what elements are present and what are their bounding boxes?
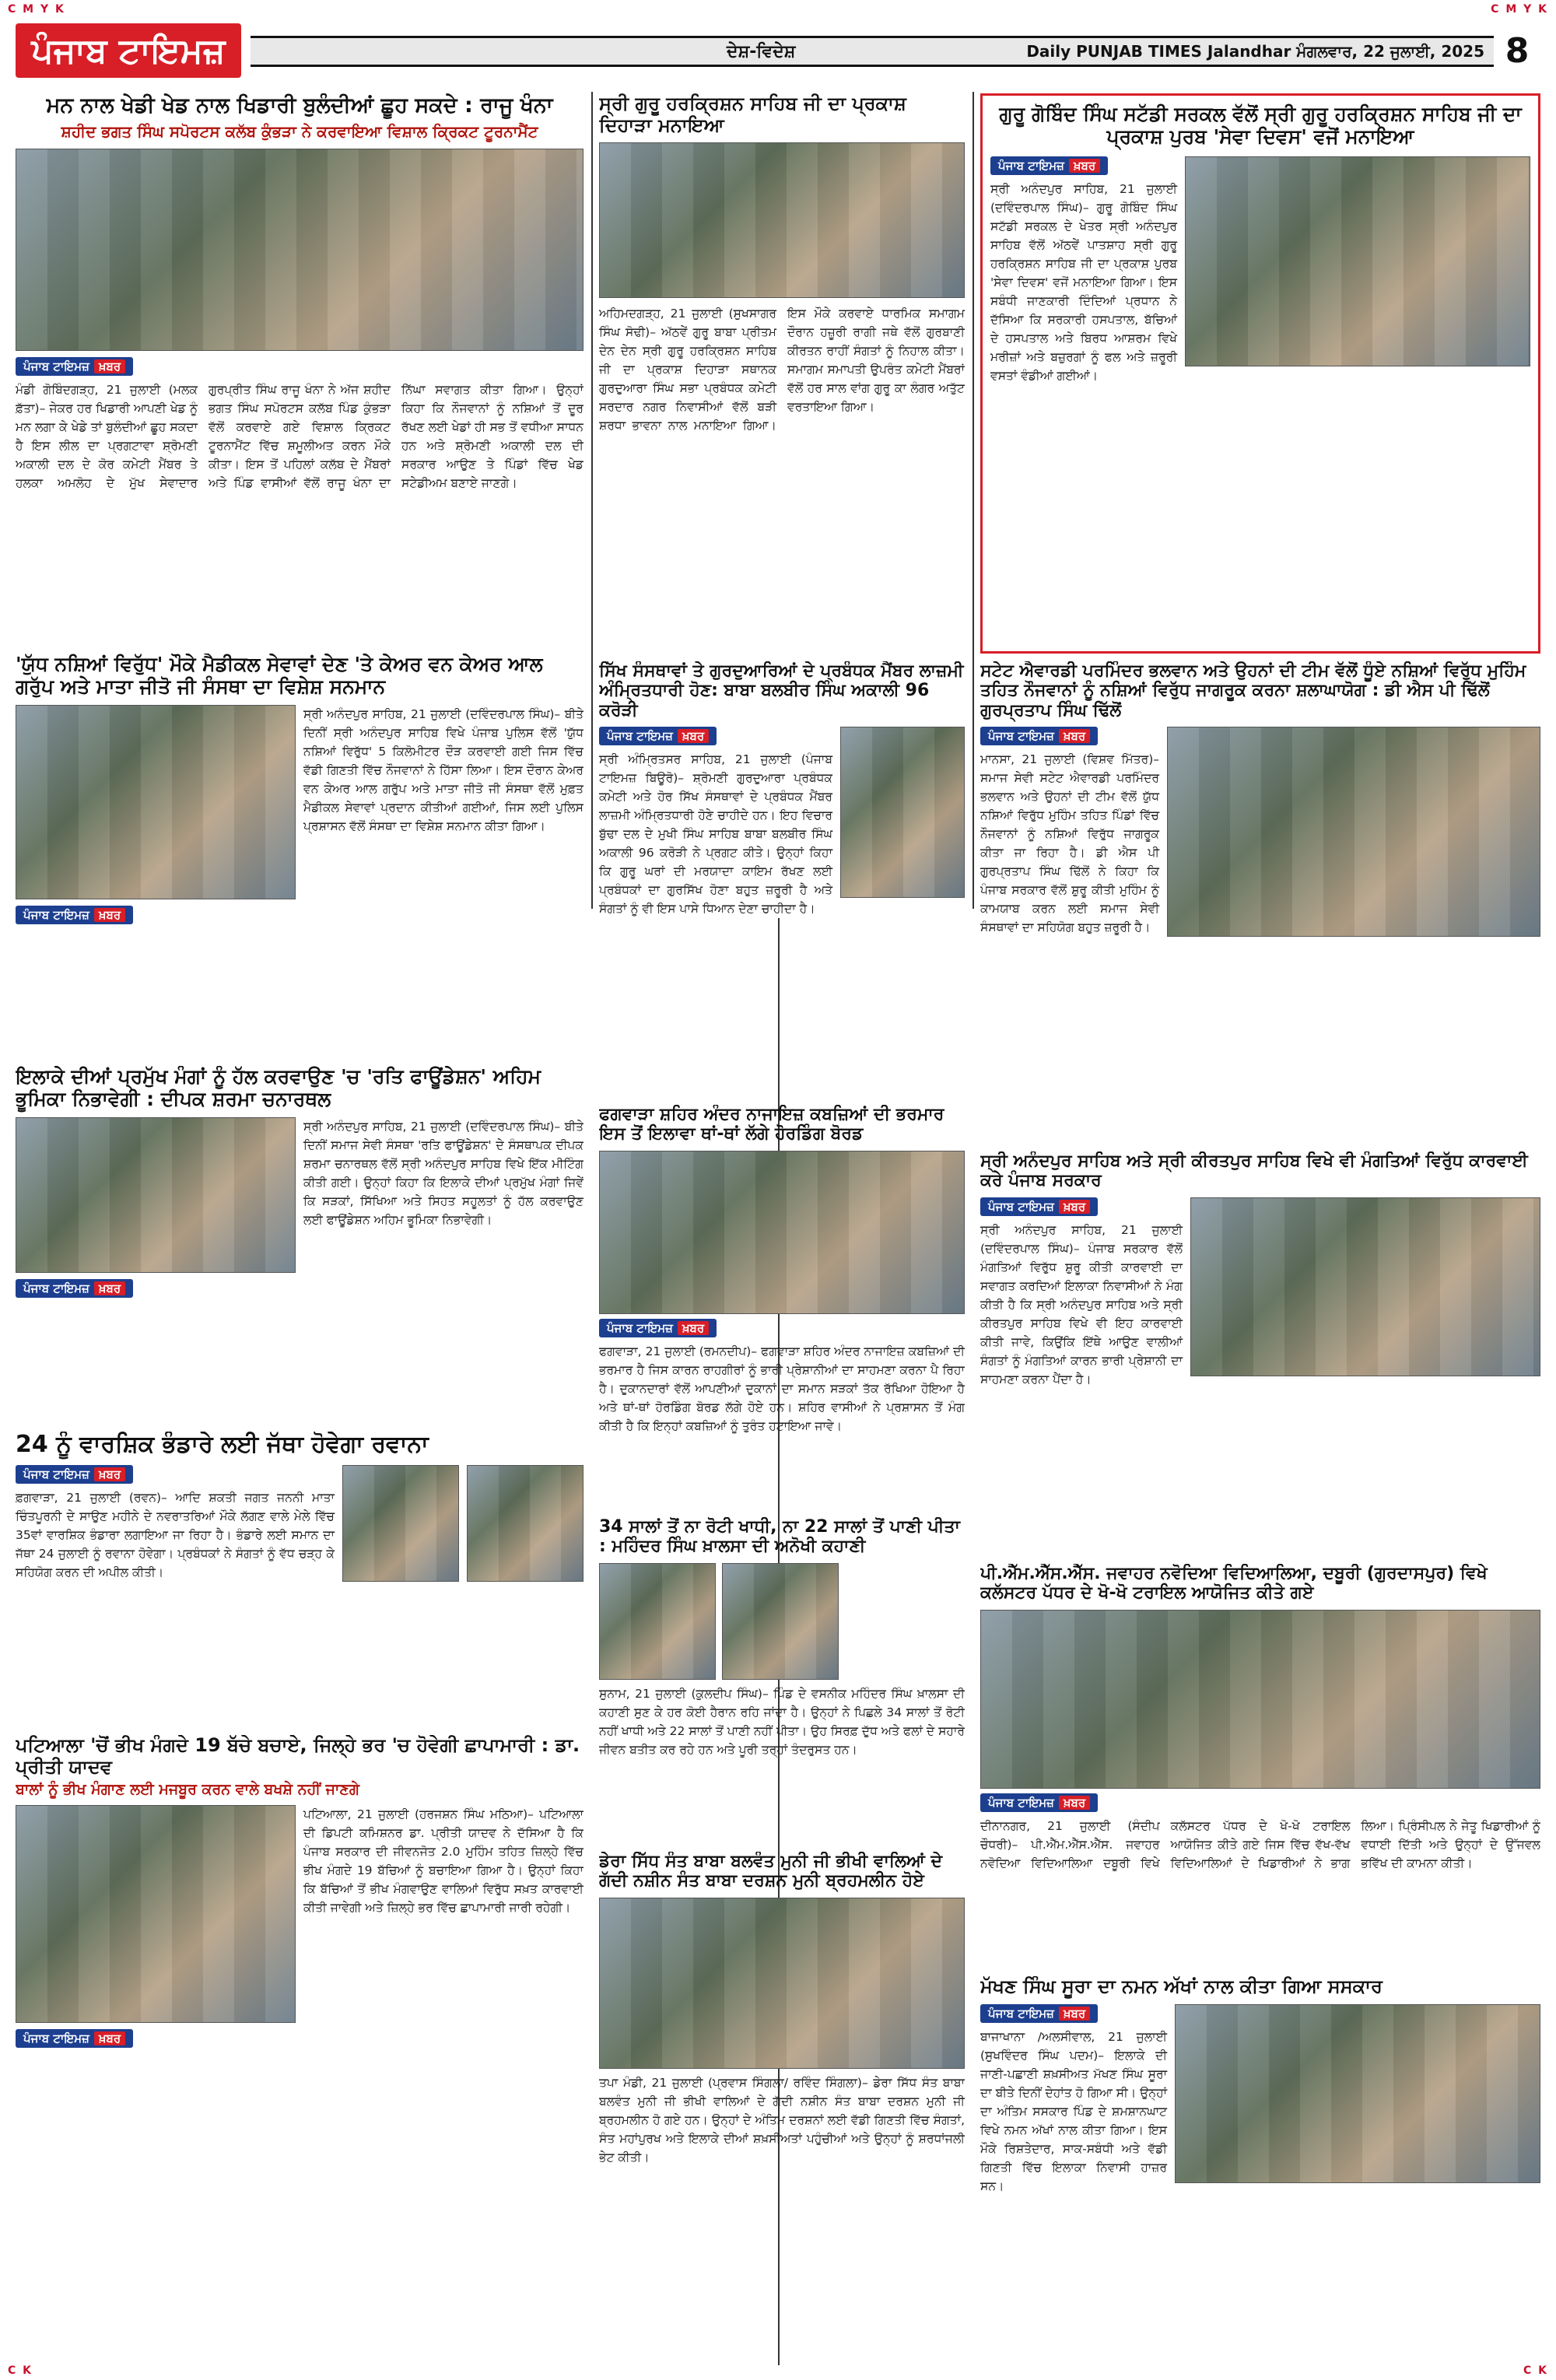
- article-body: ਸ੍ਰੀ ਅਨੰਦਪੁਰ ਸਾਹਿਬ, 21 ਜੁਲਾਈ (ਦਵਿੰਦਰਪਾਲ ਸਿੰਘ)– ਬੀਤੇ ਦਿਨੀਂ ਸਮਾਜ ਸੇਵੀ ਸੰਸਥਾ 'ਰਤਿ ਫਾਊਂਡੇਸ਼ਨ' ਦੇ ਸੰਸਥਾਪਕ ਦੀਪਕ ਸ਼ਰਮਾ ਚਨਾਰਥਲ ਵੱਲੋਂ ਸ੍ਰੀ ਅਨੰਦਪੁਰ ਸਾਹਿਬ ਵਿਖੇ ਇੱਕ ਮੀਟਿੰਗ ਕੀਤੀ ਗਈ। ਉਨ੍ਹਾਂ ਕਿਹਾ ਕਿ ਇਲਾਕੇ ਦੀਆਂ ਪ੍ਰਮੁੱਖ ਮੰਗਾਂ ਜਿਵੇਂ ਕਿ ਸੜਕਾਂ, ਸਿੱਖਿਆ ਅਤੇ ਸਿਹਤ ਸਹੂਲਤਾਂ ਨੂੰ ਹੱਲ ਕਰਵਾਉਣ ਲਈ ਫਾਊਂਡੇਸ਼ਨ ਅਹਿਮ ਭੂਮਿਕਾ ਨਿਭਾਵੇਗੀ।: [303, 1119, 584, 1227]
- article-photo: [980, 1610, 1540, 1789]
- article-makhan-singh-sura: [980, 1976, 1540, 2365]
- headline: ਡੇਰਾ ਸਿੱਧ ਸੰਤ ਬਾਬਾ ਬਲਵੰਤ ਮੁਨੀ ਜੀ ਭੀਖੀ ਵਾਲਿਆਂ ਦੇ ਗੱਦੀ ਨਸ਼ੀਨ ਸੰਤ ਬਾਬਾ ਦਰਸ਼ਨ ਮੁਨੀ ਬ੍ਰਹਮਲੀਨ ਹੋਏ: [599, 1852, 943, 1891]
- article-body: ਸ੍ਰੀ ਅਨੰਦਪੁਰ ਸਾਹਿਬ, 21 ਜੁਲਾਈ (ਦਵਿੰਦਰਪਾਲ ਸਿੰਘ)– ਪੰਜਾਬ ਸਰਕਾਰ ਵੱਲੋਂ ਮੰਗਤਿਆਂ ਵਿਰੁੱਧ ਸ਼ੁਰੂ ਕੀਤੀ ਕਾਰਵਾਈ ਦਾ ਸਵਾਗਤ ਕਰਦਿਆਂ ਇਲਾਕਾ ਨਿਵਾਸੀਆਂ ਨੇ ਮੰਗ ਕੀਤੀ ਹੈ ਕਿ ਸ੍ਰੀ ਅਨੰਦਪੁਰ ਸਾਹਿਬ ਅਤੇ ਸ੍ਰੀ ਕੀਰਤਪੁਰ ਸਾਹਿਬ ਵਿਖੇ ਵੀ ਇਹ ਕਾਰਵਾਈ ਕੀਤੀ ਜਾਵੇ, ਕਿਉਂਕਿ ਇੱਥੇ ਆਉਣ ਵਾਲੀਆਂ ਸੰਗਤਾਂ ਨੂੰ ਮੰਗਤਿਆਂ ਕਾਰਨ ਭਾਰੀ ਪ੍ਰੇਸ਼ਾਨੀ ਦਾ ਸਾਹਮਣਾ ਕਰਨਾ ਪੈਂਦਾ ਹੈ।: [980, 1222, 1183, 1386]
- news-tag: ਪੰਜਾਬ ਟਾਇਮਜ਼ ਖ਼ਬਰ: [980, 2004, 1098, 2023]
- column-divider: [591, 92, 593, 909]
- section-name: ਦੇਸ਼-ਵਿਦੇਸ਼: [727, 41, 796, 61]
- portrait-photo: [599, 1563, 716, 1680]
- article-body: ਮਾਨਸਾ, 21 ਜੁਲਾਈ (ਵਿਸ਼ਵ ਮਿੱਤਰ)– ਸਮਾਜ ਸੇਵੀ ਸਟੇਟ ਐਵਾਰਡੀ ਪਰਮਿੰਦਰ ਭਲਵਾਨ ਅਤੇ ਉਹਨਾਂ ਦੀ ਟੀਮ ਵੱਲੋਂ ਯੁੱਧ ਨਸ਼ਿਆਂ ਵਿਰੁੱਧ ਮੁਹਿੰਮ ਤਹਿਤ ਪਿੰਡਾਂ ਵਿੱਚ ਨੌਜਵਾਨਾਂ ਨੂੰ ਨਸ਼ਿਆਂ ਵਿਰੁੱਧ ਜਾਗਰੂਕ ਕੀਤਾ ਜਾ ਰਿਹਾ ਹੈ। ਡੀ ਐਸ ਪੀ ਗੁਰਪ੍ਰਤਾਪ ਸਿੰਘ ਢਿੱਲੋਂ ਨੇ ਕਿਹਾ ਕਿ ਪੰਜਾਬ ਸਰਕਾਰ ਵੱਲੋਂ ਸ਼ੁਰੂ ਕੀਤੀ ਮੁਹਿੰਮ ਨੂੰ ਕਾਮਯਾਬ ਕਰਨ ਲਈ ਸਮਾਜ ਸੇਵੀ ਸੰਸਥਾਵਾਂ ਦਾ ਸਹਿਯੋਗ ਬਹੁਤ ਜ਼ਰੂਰੀ ਹੈ।: [980, 752, 1159, 935]
- article-body: ਸੁਨਾਮ, 21 ਜੁਲਾਈ (ਕੁਲਦੀਪ ਸਿੰਘ)– ਪਿੰਡ ਦੇ ਵਸਨੀਕ ਮਹਿੰਦਰ ਸਿੰਘ ਖ਼ਾਲਸਾ ਦੀ ਕਹਾਣੀ ਸੁਣ ਕੇ ਹਰ ਕੋਈ ਹੈਰਾਨ ਰਹਿ ਜਾਂਦਾ ਹੈ। ਉਨ੍ਹਾਂ ਨੇ ਪਿਛਲੇ 34 ਸਾਲਾਂ ਤੋਂ ਰੋਟੀ ਨਹੀਂ ਖਾਧੀ ਅਤੇ 22 ਸਾਲਾਂ ਤੋਂ ਪਾਣੀ ਨਹੀਂ ਪੀਤਾ। ਉਹ ਸਿਰਫ਼ ਦੁੱਧ ਅਤੇ ਫਲਾਂ ਦੇ ਸਹਾਰੇ ਜੀਵਨ ਬਤੀਤ ਕਰ ਰਹੇ ਹਨ ਅਤੇ ਪੂਰੀ ਤਰ੍ਹਾਂ ਤੰਦਰੁਸਤ ਹਨ।: [599, 1686, 965, 1757]
- article-body: ਦੀਨਾਨਗਰ, 21 ਜੁਲਾਈ (ਸੰਦੀਪ ਚੌਧਰੀ)– ਪੀ.ਐੱਮ.ਐੱਸ.ਐੱਸ. ਜਵਾਹਰ ਨਵੋਦਿਆ ਵਿਦਿਆਲਿਆ ਦਬੂਰੀ ਵਿਖੇ ਕਲੱਸਟਰ ਪੱਧਰ ਦੇ ਖੋ-ਖੋ ਟਰਾਇਲ ਆਯੋਜਿਤ ਕੀਤੇ ਗਏ ਜਿਸ ਵਿੱਚ ਵੱਖ-ਵੱਖ ਵਿਦਿਆਲਿਆਂ ਦੇ ਖਿਡਾਰੀਆਂ ਨੇ ਭਾਗ ਲਿਆ। ਪ੍ਰਿੰਸੀਪਲ ਨੇ ਜੇਤੂ ਖਿਡਾਰੀਆਂ ਨੂੰ ਵਧਾਈ ਦਿੱਤੀ ਅਤੇ ਉਨ੍ਹਾਂ ਦੇ ਉੱਜਵਲ ਭਵਿੱਖ ਦੀ ਕਾਮਨਾ ਕੀਤੀ।: [980, 1818, 1540, 1870]
- article-body: ਫ਼ਗਵਾੜਾ, 21 ਜੁਲਾਈ (ਰਵਨ)– ਆਦਿ ਸ਼ਕਤੀ ਜਗਤ ਜਨਨੀ ਮਾਤਾ ਚਿੰਤਪੂਰਨੀ ਦੇ ਸਾਉਣ ਮਹੀਨੇ ਦੇ ਨਵਰਾਤਰਿਆਂ ਮੌਕੇ ਲੱਗਣ ਵਾਲੇ ਮੇਲੇ ਵਿੱਚ 35ਵਾਂ ਵਾਰਸ਼ਿਕ ਭੰਡਾਰਾ ਲਗਾਇਆ ਜਾ ਰਿਹਾ ਹੈ। ਭੰਡਾਰੇ ਲਈ ਸਮਾਨ ਦਾ ਜੱਥਾ 24 ਜੁਲਾਈ ਨੂੰ ਰਵਾਨਾ ਹੋਵੇਗਾ। ਪ੍ਰਬੰਧਕਾਂ ਨੇ ਸੰਗਤਾਂ ਨੂੰ ਵੱਧ ਚੜ੍ਹ ਕੇ ਸਹਿਯੋਗ ਕਰਨ ਦੀ ਅਪੀਲ ਕੀਤੀ।: [16, 1490, 335, 1579]
- subhead: ਸ਼ਹੀਦ ਭਗਤ ਸਿੰਘ ਸਪੋਰਟਸ ਕਲੱਬ ਕੁੰਭੜਾ ਨੇ ਕਰਵਾਇਆ ਵਿਸ਼ਾਲ ਕ੍ਰਿਕਟ ਟੂਰਨਾਮੈਂਟ: [61, 122, 538, 142]
- article-mahinder-singh: [599, 1517, 965, 1844]
- headline: ਪਟਿਆਲਾ 'ਚੋਂ ਭੀਖ ਮੰਗਦੇ 19 ਬੱਚੇ ਬਚਾਏ, ਜਿਲ੍ਹੇ ਭਰ 'ਚ ਹੋਵੇਗੀ ਛਾਪਾਮਾਰੀ : ਡਾ. ਪ੍ਰੀਤੀ ਯਾਦਵ: [16, 1735, 580, 1778]
- newspaper-logo: ਪੰਜਾਬ ਟਾਇਮਜ਼: [16, 23, 241, 78]
- page-number: 8: [1505, 30, 1530, 71]
- headline: 24 ਨੂੰ ਵਾਰਸ਼ਿਕ ਭੰਡਾਰੇ ਲਈ ਜੱਥਾ ਹੋਵੇਗਾ ਰਵਾਨਾ: [16, 1432, 429, 1458]
- article-photo: [599, 1151, 965, 1314]
- section-bar: [251, 36, 1494, 67]
- headline: ਫਗਵਾੜਾ ਸ਼ਹਿਰ ਅੰਦਰ ਨਾਜਾਇਜ਼ ਕਬਜ਼ਿਆਂ ਦੀ ਭਰਮਾਰ ਇਸ ਤੋਂ ਇਲਾਵਾ ਥਾਂ-ਥਾਂ ਲੱਗੇ ਹੋਰਡਿੰਗ ਬੋਰਡ: [599, 1105, 944, 1144]
- news-tag: ਪੰਜਾਬ ਟਾਇਮਜ਼ ਖ਼ਬਰ: [16, 1465, 133, 1484]
- article-bhandara-jatha: [16, 1432, 584, 1727]
- article-photo: [1185, 156, 1530, 366]
- article-anti-drug-campaign: [980, 661, 1540, 1144]
- portrait-photo: [722, 1563, 839, 1680]
- article-kho-kho-trials: [980, 1564, 1540, 1968]
- subhead: ਬਾਲਾਂ ਨੂੰ ਭੀਖ ਮੰਗਾਣ ਲਈ ਮਜਬੂਰ ਕਰਨ ਵਾਲੇ ਬਖਸ਼ੇ ਨਹੀਂ ਜਾਣਗੇ: [16, 1781, 360, 1799]
- headline: ਸ੍ਰੀ ਅਨੰਦਪੁਰ ਸਾਹਿਬ ਅਤੇ ਸ੍ਰੀ ਕੀਰਤਪੁਰ ਸਾਹਿਬ ਵਿਖੇ ਵੀ ਮੰਗਤਿਆਂ ਵਿਰੁੱਧ ਕਾਰਵਾਈ ਕਰੇ ਪੰਜਾਬ ਸਰਕਾਰ: [980, 1151, 1528, 1191]
- article-body: ਅਹਿਮਦਗੜ੍ਹ, 21 ਜੁਲਾਈ (ਸੁਖਸਾਗਰ ਸਿੰਘ ਸੋਢੀ)– ਅੱਠਵੇਂ ਗੁਰੂ ਬਾਬਾ ਪ੍ਰੀਤਮ ਦੇਨ ਦੇਨ ਸ੍ਰੀ ਗੁਰੂ ਹਰਕ੍ਰਿਸ਼ਨ ਸਾਹਿਬ ਜੀ ਦਾ ਪ੍ਰਕਾਸ਼ ਦਿਹਾੜਾ ਸਥਾਨਕ ਗੁਰਦੁਆਰਾ ਸਿੰਘ ਸਭਾ ਪ੍ਰਬੰਧਕ ਕਮੇਟੀ ਸਰਦਾਰ ਨਗਰ ਨਿਵਾਸੀਆਂ ਵੱਲੋਂ ਬੜੀ ਸ਼ਰਧਾ ਭਾਵਨਾ ਨਾਲ ਮਨਾਇਆ ਗਿਆ। ਇਸ ਮੌਕੇ ਕਰਵਾਏ ਧਾਰਮਿਕ ਸਮਾਗਮ ਦੌਰਾਨ ਹਜ਼ੂਰੀ ਰਾਗੀ ਜਥੇ ਵੱਲੋਂ ਗੁਰਬਾਣੀ ਕੀਰਤਨ ਰਾਹੀਂ ਸੰਗਤਾਂ ਨੂੰ ਨਿਹਾਲ ਕੀਤਾ। ਸਮਾਗਮ ਸਮਾਪਤੀ ਉਪਰੰਤ ਕਮੇਟੀ ਮੈਂਬਰਾਂ ਵੱਲੋਂ ਹਰ ਸਾਲ ਵਾਂਗ ਗੁਰੂ ਕਾ ਲੰਗਰ ਅਤੁੱਟ ਵਰਤਾਇਆ ਗਿਆ।: [599, 307, 965, 433]
- portrait-photo: [840, 727, 965, 898]
- news-tag: ਪੰਜਾਬ ਟਾਇਮਜ਼ ਖ਼ਬਰ: [990, 156, 1108, 175]
- headline: ਮੱਖਣ ਸਿੰਘ ਸੂਰਾ ਦਾ ਨਮਨ ਅੱਖਾਂ ਨਾਲ ਕੀਤਾ ਗਿਆ ਸਸਕਾਰ: [980, 1976, 1383, 1997]
- article-photo: [1167, 727, 1540, 937]
- news-tag: ਪੰਜਾਬ ਟਾਇਮਜ਼ ਖ਼ਬਰ: [16, 357, 133, 376]
- news-tag: ਪੰਜਾਬ ਟਾਇਮਜ਼ ਖ਼ਬਰ: [599, 1319, 717, 1337]
- article-cricket-tournament: [16, 93, 584, 646]
- news-tag: ਪੰਜਾਬ ਟਾਇਮਜ਼ ਖ਼ਬਰ: [16, 1279, 133, 1298]
- headline: ਸਟੇਟ ਐਵਾਰਡੀ ਪਰਮਿੰਦਰ ਭਲਵਾਨ ਅਤੇ ਉਹਨਾਂ ਦੀ ਟੀਮ ਵੱਲੋਂ ਧੂੰਏ ਨਸ਼ਿਆਂ ਵਿਰੁੱਧ ਮੁਹਿੰਮ ਤਹਿਤ ਨੌਜਵਾਨਾਂ ਨੂੰ ਨਸ਼ਿਆਂ ਵਿਰੁੱਧ ਜਾਗਰੂਕ ਕਰਨਾ ਸ਼ਲਾਘਾਯੋਗ : ਡੀ ਐਸ ਪੀ ਢਿੱਲੋਂ ਗੁਰਪ੍ਰਤਾਪ ਸਿੰਘ ਢਿੱਲੋਂ: [980, 661, 1526, 720]
- news-tag: ਪੰਜਾਬ ਟਾਇਮਜ਼ ਖ਼ਬਰ: [599, 727, 717, 745]
- news-tag: ਪੰਜਾਬ ਟਾਇਮਜ਼ ਖ਼ਬਰ: [16, 906, 133, 924]
- headline: 'ਯੁੱਧ ਨਸ਼ਿਆਂ ਵਿਰੁੱਧ' ਮੌਕੇ ਮੈਡੀਕਲ ਸੇਵਾਵਾਂ ਦੇਣ 'ਤੇ ਕੇਅਰ ਵਨ ਕੇਅਰ ਆਲ ਗਰੁੱਪ ਅਤੇ ਮਾਤਾ ਜੀਤੋ ਜੀ ਸੰਸਥਾ ਦਾ ਵਿਸ਼ੇਸ਼ ਸਨਮਾਨ: [16, 654, 543, 698]
- article-body: ਤਪਾ ਮੰਡੀ, 21 ਜੁਲਾਈ (ਪ੍ਰਵਾਸ ਸਿੰਗਲਾ/ ਰਵਿੰਦ ਸਿੰਗਲਾ)– ਡੇਰਾ ਸਿੱਧ ਸੰਤ ਬਾਬਾ ਬਲਵੰਤ ਮੁਨੀ ਜੀ ਭੀਖੀ ਵਾਲਿਆਂ ਦੇ ਗੱਦੀ ਨਸ਼ੀਨ ਸੰਤ ਬਾਬਾ ਦਰਸ਼ਨ ਮੁਨੀ ਜੀ ਬ੍ਰਹਮਲੀਨ ਹੋ ਗਏ ਹਨ। ਉਨ੍ਹਾਂ ਦੇ ਅੰਤਿਮ ਦਰਸ਼ਨਾਂ ਲਈ ਵੱਡੀ ਗਿਣਤੀ ਵਿੱਚ ਸੰਗਤਾਂ, ਸੰਤ ਮਹਾਂਪੁਰਖ ਅਤੇ ਇਲਾਕੇ ਦੀਆਂ ਸ਼ਖ਼ਸੀਅਤਾਂ ਪਹੁੰਚੀਆਂ ਅਤੇ ਉਨ੍ਹਾਂ ਨੂੰ ਸ਼ਰਧਾਂਜਲੀ ਭੇਟ ਕੀਤੀ।: [599, 2075, 965, 2164]
- article-photo: [16, 149, 584, 351]
- column-divider: [972, 92, 974, 909]
- headline: 34 ਸਾਲਾਂ ਤੋਂ ਨਾ ਰੋਟੀ ਖਾਧੀ, ਨਾ 22 ਸਾਲਾਂ ਤੋਂ ਪਾਣੀ ਪੀਤਾ : ਮਹਿੰਦਰ ਸਿੰਘ ਖ਼ਾਲਸਾ ਦੀ ਅਨੋਖੀ ਕਹਾਣੀ: [599, 1517, 960, 1557]
- article-body: ਸ੍ਰੀ ਅੰਮ੍ਰਿਤਸਰ ਸਾਹਿਬ, 21 ਜੁਲਾਈ (ਪੰਜਾਬ ਟਾਇਮਜ਼ ਬਿਊਰੋ)– ਸ਼੍ਰੋਮਣੀ ਗੁਰਦੁਆਰਾ ਪ੍ਰਬੰਧਕ ਕਮੇਟੀ ਅਤੇ ਹੋਰ ਸਿੱਖ ਸੰਸਥਾਵਾਂ ਦੇ ਪ੍ਰਬੰਧਕ ਮੈਂਬਰ ਲਾਜ਼ਮੀ ਅੰਮ੍ਰਿਤਧਾਰੀ ਹੋਣੇ ਚਾਹੀਦੇ ਹਨ। ਇਹ ਵਿਚਾਰ ਬੁੱਢਾ ਦਲ ਦੇ ਮੁਖੀ ਸਿੰਘ ਸਾਹਿਬ ਬਾਬਾ ਬਲਬੀਰ ਸਿੰਘ ਅਕਾਲੀ 96 ਕਰੋੜੀ ਨੇ ਪ੍ਰਗਟ ਕੀਤੇ। ਉਨ੍ਹਾਂ ਕਿਹਾ ਕਿ ਗੁਰੂ ਘਰਾਂ ਦੀ ਮਰਯਾਦਾ ਕਾਇਮ ਰੱਖਣ ਲਈ ਪ੍ਰਬੰਧਕਾਂ ਦਾ ਗੁਰਸਿੱਖ ਹੋਣਾ ਬਹੁਤ ਜ਼ਰੂਰੀ ਹੈ ਅਤੇ ਸੰਗਤਾਂ ਨੂੰ ਵੀ ਇਸ ਪਾਸੇ ਧਿਆਨ ਦੇਣਾ ਚਾਹੀਦਾ ਹੈ।: [599, 752, 832, 917]
- headline: ਪੀ.ਐੱਮ.ਐੱਸ.ਐੱਸ. ਜਵਾਹਰ ਨਵੋਦਿਆ ਵਿਦਿਆਲਿਆ, ਦਬੂਰੀ (ਗੁਰਦਾਸਪੁਰ) ਵਿਖੇ ਕਲੱਸਟਰ ਪੱਧਰ ਦੇ ਖੋ-ਖੋ ਟਰਾਇਲ ਆਯੋਜਿਤ ਕੀਤੇ ਗਏ: [980, 1564, 1488, 1604]
- article-body: ਸ੍ਰੀ ਅਨੰਦਪੁਰ ਸਾਹਿਬ, 21 ਜੁਲਾਈ (ਦਵਿੰਦਰਪਾਲ ਸਿੰਘ)– ਗੁਰੂ ਗੋਬਿੰਦ ਸਿੰਘ ਸਟੱਡੀ ਸਰਕਲ ਦੇ ਖੇਤਰ ਸ੍ਰੀ ਅਨੰਦਪੁਰ ਸਾਹਿਬ ਵੱਲੋਂ ਅੱਠਵੇਂ ਪਾਤਸ਼ਾਹ ਸ੍ਰੀ ਗੁਰੂ ਹਰਕ੍ਰਿਸ਼ਨ ਸਾਹਿਬ ਜੀ ਦਾ ਪ੍ਰਕਾਸ਼ ਪੁਰਬ 'ਸੇਵਾ ਦਿਵਸ' ਵਜੋਂ ਮਨਾਇਆ ਗਿਆ। ਇਸ ਸਬੰਧੀ ਜਾਣਕਾਰੀ ਦਿੰਦਿਆਂ ਪ੍ਰਧਾਨ ਨੇ ਦੱਸਿਆ ਕਿ ਸਰਕਾਰੀ ਹਸਪਤਾਲ, ਬੱਚਿਆਂ ਦੇ ਹਸਪਤਾਲ ਅਤੇ ਬਿਰਧ ਆਸ਼ਰਮ ਵਿਖੇ ਮਰੀਜ਼ਾਂ ਅਤੇ ਬਜ਼ੁਰਗਾਂ ਨੂੰ ਫਲ ਅਤੇ ਜ਼ਰੂਰੀ ਵਸਤਾਂ ਵੰਡੀਆਂ ਗਈਆਂ।: [990, 181, 1177, 383]
- masthead: [16, 23, 1540, 78]
- article-body: ਫਗਵਾੜਾ, 21 ਜੁਲਾਈ (ਰਮਨਦੀਪ)– ਫਗਵਾੜਾ ਸ਼ਹਿਰ ਅੰਦਰ ਨਾਜਾਇਜ਼ ਕਬਜ਼ਿਆਂ ਦੀ ਭਰਮਾਰ ਹੈ ਜਿਸ ਕਾਰਨ ਰਾਹਗੀਰਾਂ ਨੂੰ ਭਾਰੀ ਪ੍ਰੇਸ਼ਾਨੀਆਂ ਦਾ ਸਾਹਮਣਾ ਕਰਨਾ ਪੈ ਰਿਹਾ ਹੈ। ਦੁਕਾਨਦਾਰਾਂ ਵੱਲੋਂ ਆਪਣੀਆਂ ਦੁਕਾਨਾਂ ਦਾ ਸਮਾਨ ਸੜਕਾਂ ਤੱਕ ਰੱਖਿਆ ਹੋਇਆ ਹੈ ਅਤੇ ਥਾਂ-ਥਾਂ ਹੋਰਡਿੰਗ ਬੋਰਡ ਲੱਗੇ ਹੋਏ ਹਨ। ਸ਼ਹਿਰ ਵਾਸੀਆਂ ਨੇ ਪ੍ਰਸ਼ਾਸਨ ਤੋਂ ਮੰਗ ਕੀਤੀ ਹੈ ਕਿ ਇਨ੍ਹਾਂ ਕਬਜ਼ਿਆਂ ਨੂੰ ਤੁਰੰਤ ਹਟਾਇਆ ਜਾਵੇ।: [599, 1344, 965, 1433]
- news-tag: ਪੰਜਾਬ ਟਾਇਮਜ਼ ਖ਼ਬਰ: [980, 1793, 1098, 1812]
- article-body: ਸ੍ਰੀ ਅਨੰਦਪੁਰ ਸਾਹਿਬ, 21 ਜੁਲਾਈ (ਦਵਿੰਦਰਪਾਲ ਸਿੰਘ)– ਬੀਤੇ ਦਿਨੀਂ ਸ੍ਰੀ ਅਨੰਦਪੁਰ ਸਾਹਿਬ ਵਿਖੇ ਪੰਜਾਬ ਪੁਲਿਸ ਵੱਲੋਂ 'ਯੁੱਧ ਨਸ਼ਿਆਂ ਵਿਰੁੱਧ' 5 ਕਿਲੋਮੀਟਰ ਦੌੜ ਕਰਵਾਈ ਗਈ ਜਿਸ ਵਿੱਚ ਵੱਡੀ ਗਿਣਤੀ ਵਿੱਚ ਨੌਜਵਾਨਾਂ ਨੇ ਹਿੱਸਾ ਲਿਆ। ਇਸ ਦੌਰਾਨ ਕੇਅਰ ਵਨ ਕੇਅਰ ਆਲ ਗਰੁੱਪ ਅਤੇ ਮਾਤਾ ਜੀਤੋ ਜੀ ਸੰਸਥਾ ਵੱਲੋਂ ਮੁਫ਼ਤ ਮੈਡੀਕਲ ਸੇਵਾਵਾਂ ਪ੍ਰਦਾਨ ਕੀਤੀਆਂ ਗਈਆਂ, ਜਿਸ ਲਈ ਪੁਲਿਸ ਪ੍ਰਸ਼ਾਸਨ ਵੱਲੋਂ ਸੰਸਥਾ ਦਾ ਵਿਸ਼ੇਸ਼ ਸਨਮਾਨ ਕੀਤਾ ਗਿਆ।: [303, 706, 584, 833]
- article-medical-services: [16, 654, 584, 1058]
- article-body: ਬਾਜਾਖਾਨਾ /ਅਲਸੀਵਾਲ, 21 ਜੁਲਾਈ (ਸੁਖਵਿੰਦਰ ਸਿੰਘ ਪਦਮ)– ਇਲਾਕੇ ਦੀ ਜਾਣੀ-ਪਛਾਣੀ ਸ਼ਖ਼ਸੀਅਤ ਮੱਖਣ ਸਿੰਘ ਸੂਰਾ ਦਾ ਬੀਤੇ ਦਿਨੀਂ ਦੇਹਾਂਤ ਹੋ ਗਿਆ ਸੀ। ਉਨ੍ਹਾਂ ਦਾ ਅੰਤਿਮ ਸਸਕਾਰ ਪਿੰਡ ਦੇ ਸ਼ਮਸ਼ਾਨਘਾਟ ਵਿਖੇ ਨਮਨ ਅੱਖਾਂ ਨਾਲ ਕੀਤਾ ਗਿਆ। ਇਸ ਮੌਕੇ ਰਿਸ਼ਤੇਦਾਰ, ਸਾਕ-ਸਬੰਧੀ ਅਤੇ ਵੱਡੀ ਗਿਣਤੀ ਵਿੱਚ ਇਲਾਕਾ ਨਿਵਾਸੀ ਹਾਜ਼ਰ ਸਨ।: [980, 2029, 1167, 2193]
- article-rescued-children: [16, 1735, 584, 2365]
- portrait-photo: [467, 1465, 584, 1582]
- news-tag: ਪੰਜਾਬ ਟਾਇਮਜ਼ ਖ਼ਬਰ: [980, 1197, 1098, 1216]
- article-photo: [1190, 1197, 1540, 1376]
- article-amritdhari-members: [599, 661, 965, 1097]
- edition-line: Daily PUNJAB TIMES Jalandhar ਮੰਗਲਵਾਰ, 22 ਜੁਲਾਈ, 2025: [1026, 42, 1484, 61]
- article-prakash-purab: [599, 93, 965, 654]
- news-tag: ਪੰਜਾਬ ਟਾਇਮਜ਼ ਖ਼ਬਰ: [980, 727, 1098, 745]
- registration-mark-bottom-left: C K: [8, 2364, 33, 2377]
- headline: ਸ੍ਰੀ ਗੁਰੂ ਹਰਕ੍ਰਿਸ਼ਨ ਸਾਹਿਬ ਜੀ ਦਾ ਪ੍ਰਕਾਸ਼ ਦਿਹਾੜਾ ਮਨਾਇਆ: [599, 93, 906, 136]
- registration-mark-top-left: C M Y K: [8, 3, 65, 16]
- article-seva-diwas: [980, 93, 1540, 654]
- article-photo: [16, 705, 296, 899]
- article-photo: [599, 1898, 965, 2069]
- headline: ਗੁਰੂ ਗੋਬਿੰਦ ਸਿੰਘ ਸਟੱਡੀ ਸਰਕਲ ਵੱਲੋਂ ਸ੍ਰੀ ਗੁਰੂ ਹਰਕ੍ਰਿਸ਼ਨ ਸਾਹਿਬ ਜੀ ਦਾ ਪ੍ਰਕਾਸ਼ ਪੁਰਬ 'ਸੇਵਾ ਦਿਵਸ' ਵਜੋਂ ਮਨਾਇਆ: [999, 103, 1522, 148]
- registration-mark-bottom-right: C K: [1523, 2364, 1548, 2377]
- headline: ਇਲਾਕੇ ਦੀਆਂ ਪ੍ਰਮੁੱਖ ਮੰਗਾਂ ਨੂੰ ਹੱਲ ਕਰਵਾਉਣ 'ਚ 'ਰਤਿ ਫਾਊਂਡੇਸ਼ਨ' ਅਹਿਮ ਭੂਮਿਕਾ ਨਿਭਾਵੇਗੀ : ਦੀਪਕ ਸ਼ਰਮਾ ਚਨਾਰਥਲ: [16, 1066, 541, 1110]
- article-photo: [16, 1805, 296, 2023]
- article-body: ਪਟਿਆਲਾ, 21 ਜੁਲਾਈ (ਹਰਜਸ਼ਨ ਸਿੰਘ ਮਠਿਆ)– ਪਟਿਆਲਾ ਦੀ ਡਿਪਟੀ ਕਮਿਸ਼ਨਰ ਡਾ. ਪ੍ਰੀਤੀ ਯਾਦਵ ਨੇ ਦੱਸਿਆ ਹੈ ਕਿ ਪੰਜਾਬ ਸਰਕਾਰ ਦੀ ਜੀਵਨਜੋਤ 2.0 ਮੁਹਿੰਮ ਤਹਿਤ ਜ਼ਿਲ੍ਹੇ ਵਿੱਚ ਭੀਖ ਮੰਗਦੇ 19 ਬੱਚਿਆਂ ਨੂੰ ਬਚਾਇਆ ਗਿਆ ਹੈ। ਉਨ੍ਹਾਂ ਕਿਹਾ ਕਿ ਬੱਚਿਆਂ ਤੋਂ ਭੀਖ ਮੰਗਵਾਉਣ ਵਾਲਿਆਂ ਵਿਰੁੱਧ ਸਖ਼ਤ ਕਾਰਵਾਈ ਕੀਤੀ ਜਾਵੇਗੀ ਅਤੇ ਜ਼ਿਲ੍ਹੇ ਭਰ ਵਿੱਚ ਛਾਪਾਮਾਰੀ ਜਾਰੀ ਰਹੇਗੀ।: [303, 1807, 584, 1916]
- article-photo: [599, 142, 965, 298]
- portrait-photo: [342, 1465, 459, 1582]
- headline: ਮਨ ਨਾਲ ਖੇਡੀ ਖੇਡ ਨਾਲ ਖਿਡਾਰੀ ਬੁਲੰਦੀਆਂ ਛੂਹ ਸਕਦੇ : ਰਾਜੂ ਖੰਨਾ: [46, 93, 553, 117]
- article-body: ਮੰਡੀ ਗੋਬਿੰਦਗੜ੍ਹ, 21 ਜੁਲਾਈ (ਮਲਕ ਫ਼ੱਤਾ)– ਜੇਕਰ ਹਰ ਖਿਡਾਰੀ ਆਪਣੀ ਖੇਡ ਨੂੰ ਮਨ ਲਗਾ ਕੇ ਖੇਡੇ ਤਾਂ ਬੁਲੰਦੀਆਂ ਛੂਹ ਸਕਦਾ ਹੈ ਇਸ ਲੀਲ ਦਾ ਪ੍ਰਗਟਾਵਾ ਸ਼੍ਰੋਮਣੀ ਅਕਾਲੀ ਦਲ ਦੇ ਕੋਰ ਕਮੇਟੀ ਮੈਂਬਰ ਤੇ ਹਲਕਾ ਅਮਲੋਹ ਦੇ ਮੁੱਖ ਸੇਵਾਦਾਰ ਗੁਰਪ੍ਰੀਤ ਸਿੰਘ ਰਾਜੂ ਖੰਨਾ ਨੇ ਅੱਜ ਸ਼ਹੀਦ ਭਗਤ ਸਿੰਘ ਸਪੋਰਟਸ ਕਲੱਬ ਪਿੰਡ ਕੁੰਭੜਾ ਵੱਲੋਂ ਕਰਵਾਏ ਗਏ ਵਿਸ਼ਾਲ ਕ੍ਰਿਕਟ ਟੂਰਨਾਮੈਂਟ ਵਿੱਚ ਸ਼ਮੂਲੀਅਤ ਕਰਨ ਮੌਕੇ ਕੀਤਾ। ਇਸ ਤੋਂ ਪਹਿਲਾਂ ਕਲੱਬ ਦੇ ਮੈਂਬਰਾਂ ਅਤੇ ਪਿੰਡ ਵਾਸੀਆਂ ਵੱਲੋਂ ਰਾਜੂ ਖੰਨਾ ਦਾ ਨਿੱਘਾ ਸਵਾਗਤ ਕੀਤਾ ਗਿਆ। ਉਨ੍ਹਾਂ ਕਿਹਾ ਕਿ ਨੌਜਵਾਨਾਂ ਨੂੰ ਨਸ਼ਿਆਂ ਤੋਂ ਦੂਰ ਰੱਖਣ ਲਈ ਖੇਡਾਂ ਹੀ ਸਭ ਤੋਂ ਵਧੀਆ ਸਾਧਨ ਹਨ ਅਤੇ ਸ਼੍ਰੋਮਣੀ ਅਕਾਲੀ ਦਲ ਦੀ ਸਰਕਾਰ ਆਉਣ ਤੇ ਪਿੰਡਾਂ ਵਿੱਚ ਖੇਡ ਸਟੇਡੀਅਮ ਬਣਾਏ ਜਾਣਗੇ।: [16, 383, 584, 491]
- news-tag: ਪੰਜਾਬ ਟਾਇਮਜ਼ ਖ਼ਬਰ: [16, 2029, 133, 2048]
- article-baba-darshan-muni: [599, 1852, 965, 2365]
- article-illegal-encroachments: [599, 1105, 965, 1509]
- registration-mark-top-right: C M Y K: [1491, 3, 1548, 16]
- headline: ਸਿੱਖ ਸੰਸਥਾਵਾਂ ਤੇ ਗੁਰਦੁਆਰਿਆਂ ਦੇ ਪ੍ਰਬੰਧਕ ਮੈਂਬਰ ਲਾਜ਼ਮੀ ਅੰਮ੍ਰਿਤਧਾਰੀ ਹੋਣ: ਬਾਬਾ ਬਲਬੀਰ ਸਿੰਘ ਅਕਾਲੀ 96 ਕਰੋੜੀ: [599, 661, 964, 720]
- article-beggars-action: [980, 1151, 1540, 1556]
- article-photo: [1175, 2004, 1540, 2183]
- article-photo: [16, 1117, 296, 1273]
- article-rati-foundation: [16, 1066, 584, 1424]
